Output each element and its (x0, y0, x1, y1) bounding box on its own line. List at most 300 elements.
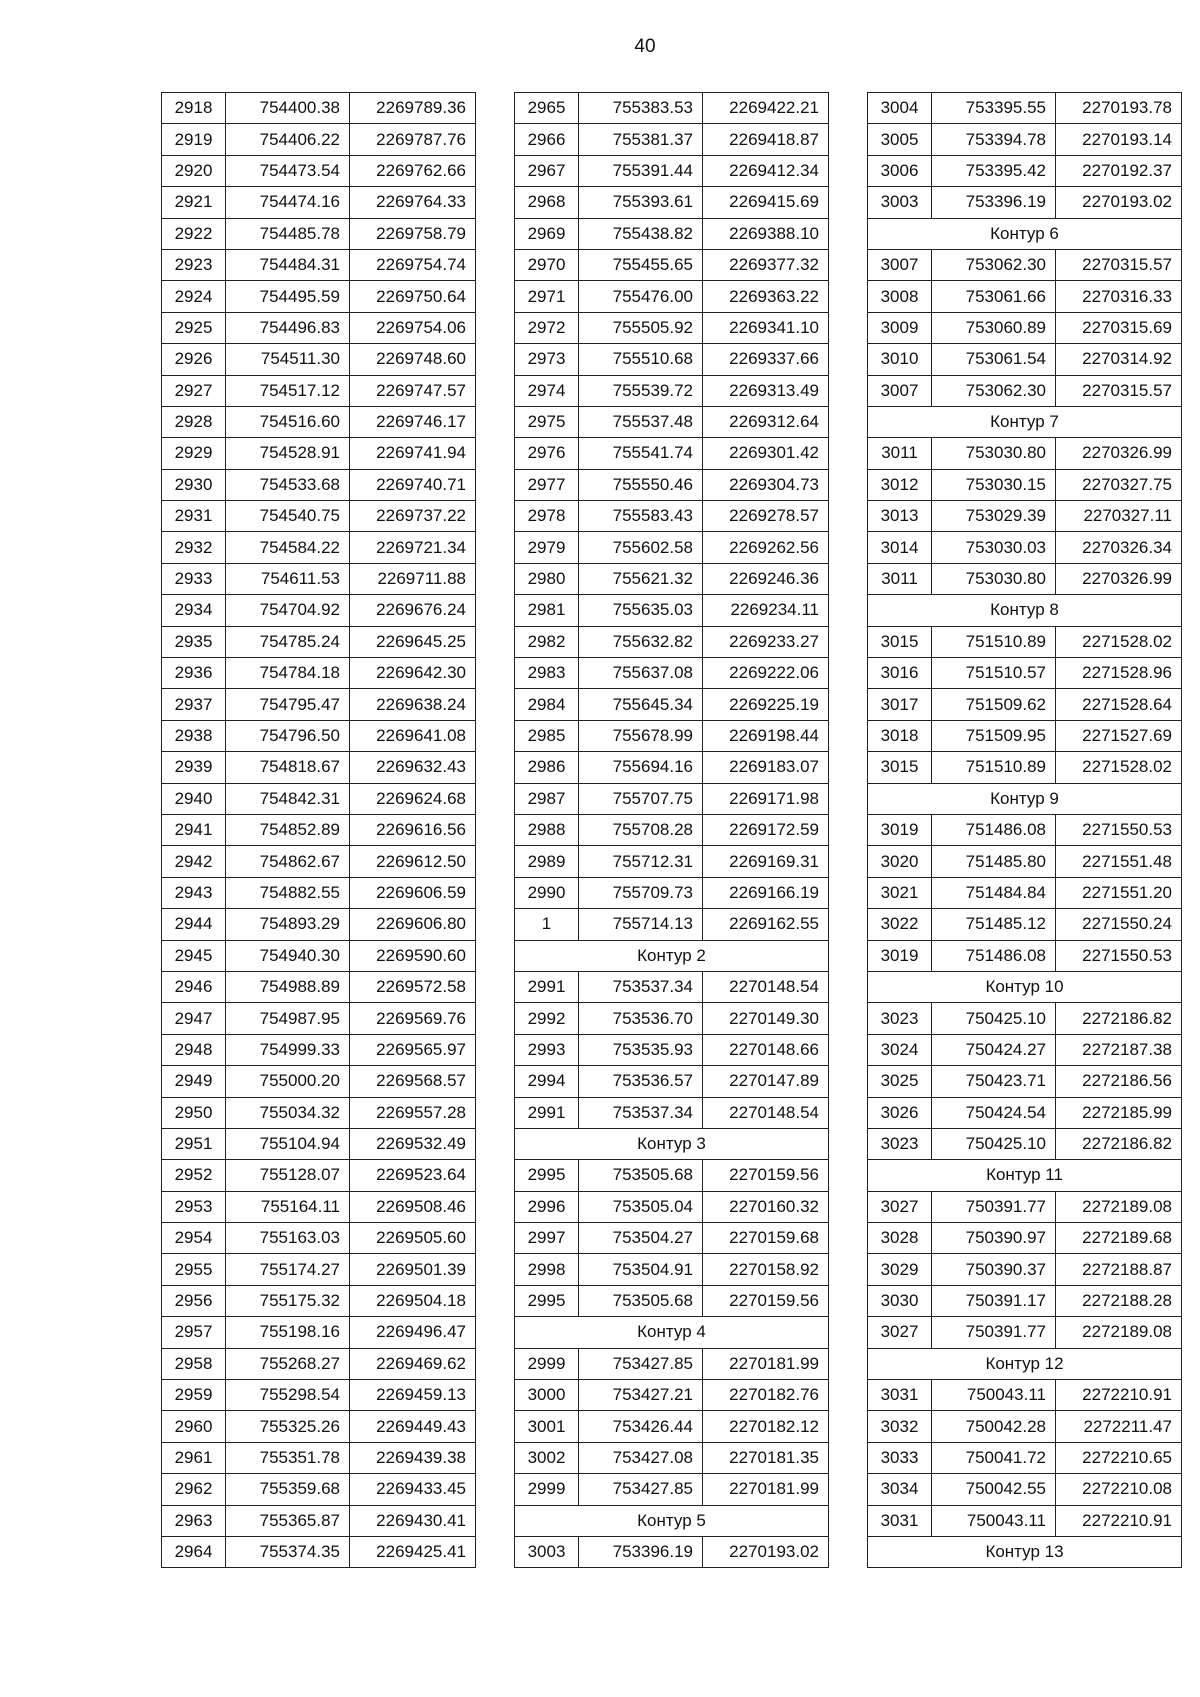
y-coordinate-cell: 2269504.18 (350, 1285, 476, 1316)
point-number-cell: 3015 (868, 752, 932, 783)
point-number-cell: 2995 (515, 1285, 579, 1316)
table-row (515, 1003, 829, 1034)
point-number-cell: 3015 (868, 626, 932, 657)
y-coordinate-cell: 2269341.10 (703, 312, 829, 343)
y-coordinate-cell: 2270316.33 (1056, 281, 1182, 312)
point-number-cell: 3003 (868, 187, 932, 218)
point-number-cell: 3004 (868, 93, 932, 124)
table-row (162, 1066, 476, 1097)
contour-header-row (515, 1128, 829, 1159)
point-number-cell: 3031 (868, 1380, 932, 1411)
x-coordinate-cell: 753427.21 (579, 1380, 703, 1411)
table-row (162, 312, 476, 343)
table-row (868, 281, 1182, 312)
point-number-cell: 3011 (868, 563, 932, 594)
y-coordinate-cell: 2270193.02 (703, 1536, 829, 1567)
table-row (868, 1034, 1182, 1065)
x-coordinate-cell: 750391.77 (932, 1191, 1056, 1222)
x-coordinate-cell: 754704.92 (226, 595, 350, 626)
y-coordinate-cell: 2270193.78 (1056, 93, 1182, 124)
y-coordinate-cell: 2269642.30 (350, 658, 476, 689)
contour-header-row (515, 1505, 829, 1536)
y-coordinate-cell: 2269572.58 (350, 971, 476, 1002)
x-coordinate-cell: 755174.27 (226, 1254, 350, 1285)
point-number-cell: 3023 (868, 1128, 932, 1159)
point-number-cell: 2980 (515, 563, 579, 594)
y-coordinate-cell: 2269262.56 (703, 532, 829, 563)
y-coordinate-cell: 2269304.73 (703, 469, 829, 500)
table-row (515, 249, 829, 280)
point-number-cell: 3017 (868, 689, 932, 720)
contour-label: Контур 7 (868, 406, 1182, 437)
point-number-cell: 3025 (868, 1066, 932, 1097)
table-row (515, 406, 829, 437)
x-coordinate-cell: 750390.97 (932, 1223, 1056, 1254)
table-row (868, 312, 1182, 343)
x-coordinate-cell: 754818.67 (226, 752, 350, 783)
contour-label: Контур 2 (515, 940, 829, 971)
x-coordinate-cell: 755438.82 (579, 218, 703, 249)
contour-header-row (868, 783, 1182, 814)
x-coordinate-cell: 755707.75 (579, 783, 703, 814)
y-coordinate-cell: 2269568.57 (350, 1066, 476, 1097)
point-number-cell: 2966 (515, 124, 579, 155)
x-coordinate-cell: 754893.29 (226, 909, 350, 940)
point-number-cell: 2999 (515, 1474, 579, 1505)
x-coordinate-cell: 753029.39 (932, 501, 1056, 532)
x-coordinate-cell: 755621.32 (579, 563, 703, 594)
y-coordinate-cell: 2269312.64 (703, 406, 829, 437)
y-coordinate-cell: 2269246.36 (703, 563, 829, 594)
table-row (515, 720, 829, 751)
y-coordinate-cell: 2270327.75 (1056, 469, 1182, 500)
table-row (162, 595, 476, 626)
table-row (515, 1034, 829, 1065)
x-coordinate-cell: 753030.03 (932, 532, 1056, 563)
x-coordinate-cell: 754795.47 (226, 689, 350, 720)
y-coordinate-cell: 2270326.99 (1056, 563, 1182, 594)
table-row (515, 1442, 829, 1473)
point-number-cell: 2936 (162, 658, 226, 689)
x-coordinate-cell: 750391.77 (932, 1317, 1056, 1348)
point-number-cell: 2935 (162, 626, 226, 657)
y-coordinate-cell: 2270314.92 (1056, 344, 1182, 375)
y-coordinate-cell: 2269234.11 (703, 595, 829, 626)
y-coordinate-cell: 2269433.45 (350, 1474, 476, 1505)
x-coordinate-cell: 751509.95 (932, 720, 1056, 751)
point-number-cell: 2987 (515, 783, 579, 814)
y-coordinate-cell: 2269430.41 (350, 1505, 476, 1536)
table-row (515, 846, 829, 877)
point-number-cell: 3005 (868, 124, 932, 155)
point-number-cell: 2931 (162, 501, 226, 532)
point-number-cell: 2947 (162, 1003, 226, 1034)
y-coordinate-cell: 2269459.13 (350, 1380, 476, 1411)
point-number-cell: 2953 (162, 1191, 226, 1222)
y-coordinate-cell: 2272189.68 (1056, 1223, 1182, 1254)
x-coordinate-cell: 751485.80 (932, 846, 1056, 877)
table-row (162, 1505, 476, 1536)
table-row (162, 406, 476, 437)
point-number-cell: 2950 (162, 1097, 226, 1128)
x-coordinate-cell: 754842.31 (226, 783, 350, 814)
table-row (515, 344, 829, 375)
x-coordinate-cell: 755476.00 (579, 281, 703, 312)
table-row (162, 877, 476, 908)
table-row (162, 940, 476, 971)
y-coordinate-cell: 2269505.60 (350, 1223, 476, 1254)
table-row (515, 281, 829, 312)
table-row (515, 532, 829, 563)
y-coordinate-cell: 2272211.47 (1056, 1411, 1182, 1442)
table-row (162, 1097, 476, 1128)
table-row (162, 124, 476, 155)
point-number-cell: 2984 (515, 689, 579, 720)
point-number-cell: 2967 (515, 155, 579, 186)
y-coordinate-cell: 2269606.80 (350, 909, 476, 940)
x-coordinate-cell: 754987.95 (226, 1003, 350, 1034)
x-coordinate-cell: 754940.30 (226, 940, 350, 971)
point-number-cell: 2940 (162, 783, 226, 814)
y-coordinate-cell: 2272186.82 (1056, 1128, 1182, 1159)
point-number-cell: 3012 (868, 469, 932, 500)
point-number-cell: 2943 (162, 877, 226, 908)
point-number-cell: 2922 (162, 218, 226, 249)
x-coordinate-cell: 754862.67 (226, 846, 350, 877)
y-coordinate-cell: 2269789.36 (350, 93, 476, 124)
point-number-cell: 2997 (515, 1223, 579, 1254)
y-coordinate-cell: 2269377.32 (703, 249, 829, 280)
point-number-cell: 2958 (162, 1348, 226, 1379)
point-number-cell: 3014 (868, 532, 932, 563)
table-row (162, 1442, 476, 1473)
point-number-cell: 3031 (868, 1505, 932, 1536)
y-coordinate-cell: 2271550.53 (1056, 940, 1182, 971)
table-row (868, 93, 1182, 124)
x-coordinate-cell: 755637.08 (579, 658, 703, 689)
x-coordinate-cell: 755298.54 (226, 1380, 350, 1411)
x-coordinate-cell: 750043.11 (932, 1380, 1056, 1411)
contour-label: Контур 5 (515, 1505, 829, 1536)
x-coordinate-cell: 753427.08 (579, 1442, 703, 1473)
table-row (515, 563, 829, 594)
table-row (162, 814, 476, 845)
point-number-cell: 3028 (868, 1223, 932, 1254)
contour-header-row (868, 1536, 1182, 1567)
point-number-cell: 3019 (868, 814, 932, 845)
x-coordinate-cell: 751510.57 (932, 658, 1056, 689)
x-coordinate-cell: 753505.68 (579, 1160, 703, 1191)
point-number-cell: 3000 (515, 1380, 579, 1411)
table-row (868, 1442, 1182, 1473)
x-coordinate-cell: 754516.60 (226, 406, 350, 437)
table-row (162, 1034, 476, 1065)
point-number-cell: 2994 (515, 1066, 579, 1097)
y-coordinate-cell: 2269641.08 (350, 720, 476, 751)
x-coordinate-cell: 755325.26 (226, 1411, 350, 1442)
point-number-cell: 3026 (868, 1097, 932, 1128)
y-coordinate-cell: 2269496.47 (350, 1317, 476, 1348)
point-number-cell: 2989 (515, 846, 579, 877)
y-coordinate-cell: 2270182.12 (703, 1411, 829, 1442)
table-row (515, 1348, 829, 1379)
table-row (515, 1536, 829, 1567)
y-coordinate-cell: 2270193.02 (1056, 187, 1182, 218)
x-coordinate-cell: 754988.89 (226, 971, 350, 1002)
table-row (868, 752, 1182, 783)
table-row (868, 814, 1182, 845)
x-coordinate-cell: 754484.31 (226, 249, 350, 280)
point-number-cell: 2969 (515, 218, 579, 249)
x-coordinate-cell: 753504.27 (579, 1223, 703, 1254)
y-coordinate-cell: 2270148.54 (703, 1097, 829, 1128)
y-coordinate-cell: 2272210.91 (1056, 1505, 1182, 1536)
table-row (162, 469, 476, 500)
point-number-cell: 2938 (162, 720, 226, 751)
x-coordinate-cell: 755505.92 (579, 312, 703, 343)
point-number-cell: 3007 (868, 249, 932, 280)
x-coordinate-cell: 754406.22 (226, 124, 350, 155)
table-row (515, 752, 829, 783)
table-row (162, 783, 476, 814)
point-number-cell: 2941 (162, 814, 226, 845)
y-coordinate-cell: 2269439.38 (350, 1442, 476, 1473)
point-number-cell: 3001 (515, 1411, 579, 1442)
table-row (162, 626, 476, 657)
x-coordinate-cell: 753427.85 (579, 1348, 703, 1379)
x-coordinate-cell: 754474.16 (226, 187, 350, 218)
y-coordinate-cell: 2270159.56 (703, 1285, 829, 1316)
table-row (162, 1380, 476, 1411)
table-row (515, 155, 829, 186)
x-coordinate-cell: 750424.27 (932, 1034, 1056, 1065)
x-coordinate-cell: 753537.34 (579, 971, 703, 1002)
y-coordinate-cell: 2269469.62 (350, 1348, 476, 1379)
table-row (868, 1254, 1182, 1285)
y-coordinate-cell: 2269172.59 (703, 814, 829, 845)
point-number-cell: 3003 (515, 1536, 579, 1567)
point-number-cell: 2937 (162, 689, 226, 720)
y-coordinate-cell: 2269198.44 (703, 720, 829, 751)
point-number-cell: 2927 (162, 375, 226, 406)
table-row (515, 1066, 829, 1097)
y-coordinate-cell: 2269787.76 (350, 124, 476, 155)
table-row (162, 93, 476, 124)
table-row (868, 1128, 1182, 1159)
point-number-cell: 3016 (868, 658, 932, 689)
x-coordinate-cell: 755104.94 (226, 1128, 350, 1159)
x-coordinate-cell: 755539.72 (579, 375, 703, 406)
point-number-cell: 2983 (515, 658, 579, 689)
y-coordinate-cell: 2270159.68 (703, 1223, 829, 1254)
x-coordinate-cell: 755712.31 (579, 846, 703, 877)
table-row (162, 846, 476, 877)
point-number-cell: 2993 (515, 1034, 579, 1065)
table-row (515, 595, 829, 626)
table-row (162, 344, 476, 375)
point-number-cell: 3022 (868, 909, 932, 940)
y-coordinate-cell: 2269412.34 (703, 155, 829, 186)
x-coordinate-cell: 753062.30 (932, 375, 1056, 406)
point-number-cell: 3027 (868, 1191, 932, 1222)
y-coordinate-cell: 2269313.49 (703, 375, 829, 406)
table-row (162, 1317, 476, 1348)
y-coordinate-cell: 2271528.02 (1056, 626, 1182, 657)
point-number-cell: 2949 (162, 1066, 226, 1097)
table-row (162, 1536, 476, 1567)
x-coordinate-cell: 751509.62 (932, 689, 1056, 720)
x-coordinate-cell: 751486.08 (932, 940, 1056, 971)
table-row (162, 501, 476, 532)
point-number-cell: 2923 (162, 249, 226, 280)
table-row (868, 375, 1182, 406)
y-coordinate-cell: 2269337.66 (703, 344, 829, 375)
point-number-cell: 2999 (515, 1348, 579, 1379)
point-number-cell: 2952 (162, 1160, 226, 1191)
y-coordinate-cell: 2269758.79 (350, 218, 476, 249)
table-row (515, 187, 829, 218)
y-coordinate-cell: 2269557.28 (350, 1097, 476, 1128)
y-coordinate-cell: 2271551.48 (1056, 846, 1182, 877)
y-coordinate-cell: 2271528.02 (1056, 752, 1182, 783)
table-row (868, 249, 1182, 280)
y-coordinate-cell: 2272186.82 (1056, 1003, 1182, 1034)
point-number-cell: 2929 (162, 438, 226, 469)
point-number-cell: 2964 (162, 1536, 226, 1567)
x-coordinate-cell: 753535.93 (579, 1034, 703, 1065)
point-number-cell: 2961 (162, 1442, 226, 1473)
x-coordinate-cell: 751486.08 (932, 814, 1056, 845)
table-row (515, 971, 829, 1002)
x-coordinate-cell: 753030.15 (932, 469, 1056, 500)
point-number-cell: 2986 (515, 752, 579, 783)
table-row (868, 689, 1182, 720)
point-number-cell: 2970 (515, 249, 579, 280)
table-row (515, 1160, 829, 1191)
table-row (515, 124, 829, 155)
point-number-cell: 2925 (162, 312, 226, 343)
table-row (515, 909, 829, 940)
table-row (162, 658, 476, 689)
point-number-cell: 3013 (868, 501, 932, 532)
x-coordinate-cell: 753061.54 (932, 344, 1056, 375)
point-number-cell: 2942 (162, 846, 226, 877)
table-row (515, 1285, 829, 1316)
contour-label: Контур 13 (868, 1536, 1182, 1567)
x-coordinate-cell: 755268.27 (226, 1348, 350, 1379)
x-coordinate-cell: 754485.78 (226, 218, 350, 249)
x-coordinate-cell: 755198.16 (226, 1317, 350, 1348)
x-coordinate-cell: 753030.80 (932, 438, 1056, 469)
table-row (868, 846, 1182, 877)
x-coordinate-cell: 754400.38 (226, 93, 350, 124)
x-coordinate-cell: 755000.20 (226, 1066, 350, 1097)
y-coordinate-cell: 2270315.57 (1056, 375, 1182, 406)
y-coordinate-cell: 2269183.07 (703, 752, 829, 783)
table-row (162, 187, 476, 218)
x-coordinate-cell: 750041.72 (932, 1442, 1056, 1473)
point-number-cell: 1 (515, 909, 579, 940)
x-coordinate-cell: 750043.11 (932, 1505, 1056, 1536)
point-number-cell: 2981 (515, 595, 579, 626)
table-row (162, 563, 476, 594)
table-row (515, 1254, 829, 1285)
point-number-cell: 2988 (515, 814, 579, 845)
table-row (868, 124, 1182, 155)
y-coordinate-cell: 2271528.64 (1056, 689, 1182, 720)
point-number-cell: 2957 (162, 1317, 226, 1348)
point-number-cell: 2982 (515, 626, 579, 657)
contour-label: Контур 4 (515, 1317, 829, 1348)
coordinates-table-right (867, 92, 1182, 1568)
point-number-cell: 3030 (868, 1285, 932, 1316)
y-coordinate-cell: 2270327.11 (1056, 501, 1182, 532)
y-coordinate-cell: 2269425.41 (350, 1536, 476, 1567)
y-coordinate-cell: 2269532.49 (350, 1128, 476, 1159)
table-row (162, 1003, 476, 1034)
table-row (868, 1191, 1182, 1222)
contour-label: Контур 3 (515, 1128, 829, 1159)
y-coordinate-cell: 2269169.31 (703, 846, 829, 877)
point-number-cell: 2973 (515, 344, 579, 375)
y-coordinate-cell: 2269449.43 (350, 1411, 476, 1442)
point-number-cell: 2934 (162, 595, 226, 626)
contour-header-row (868, 218, 1182, 249)
x-coordinate-cell: 750423.71 (932, 1066, 1056, 1097)
point-number-cell: 2963 (162, 1505, 226, 1536)
y-coordinate-cell: 2269616.56 (350, 814, 476, 845)
y-coordinate-cell: 2270181.99 (703, 1474, 829, 1505)
x-coordinate-cell: 755034.32 (226, 1097, 350, 1128)
y-coordinate-cell: 2272210.08 (1056, 1474, 1182, 1505)
table-row (162, 909, 476, 940)
table-row (515, 658, 829, 689)
point-number-cell: 2974 (515, 375, 579, 406)
y-coordinate-cell: 2269721.34 (350, 532, 476, 563)
x-coordinate-cell: 755455.65 (579, 249, 703, 280)
contour-label: Контур 12 (868, 1348, 1182, 1379)
y-coordinate-cell: 2269711.88 (350, 563, 476, 594)
table-row (515, 1380, 829, 1411)
point-number-cell: 2971 (515, 281, 579, 312)
point-number-cell: 2956 (162, 1285, 226, 1316)
table-row (162, 752, 476, 783)
x-coordinate-cell: 753505.68 (579, 1285, 703, 1316)
contour-label: Контур 9 (868, 783, 1182, 814)
contour-label: Контур 10 (868, 971, 1182, 1002)
table-row (162, 532, 476, 563)
x-coordinate-cell: 755709.73 (579, 877, 703, 908)
y-coordinate-cell: 2270326.34 (1056, 532, 1182, 563)
point-number-cell: 2921 (162, 187, 226, 218)
y-coordinate-cell: 2269645.25 (350, 626, 476, 657)
table-row (162, 218, 476, 249)
table-row (515, 1191, 829, 1222)
y-coordinate-cell: 2269301.42 (703, 438, 829, 469)
coordinates-table-left (161, 92, 476, 1568)
table-row (868, 626, 1182, 657)
y-coordinate-cell: 2270182.76 (703, 1380, 829, 1411)
x-coordinate-cell: 754511.30 (226, 344, 350, 375)
table-row (515, 501, 829, 532)
point-number-cell: 2977 (515, 469, 579, 500)
table-row (162, 1285, 476, 1316)
x-coordinate-cell: 753536.70 (579, 1003, 703, 1034)
table-row (515, 469, 829, 500)
y-coordinate-cell: 2270160.32 (703, 1191, 829, 1222)
point-number-cell: 3011 (868, 438, 932, 469)
table-row (868, 1317, 1182, 1348)
